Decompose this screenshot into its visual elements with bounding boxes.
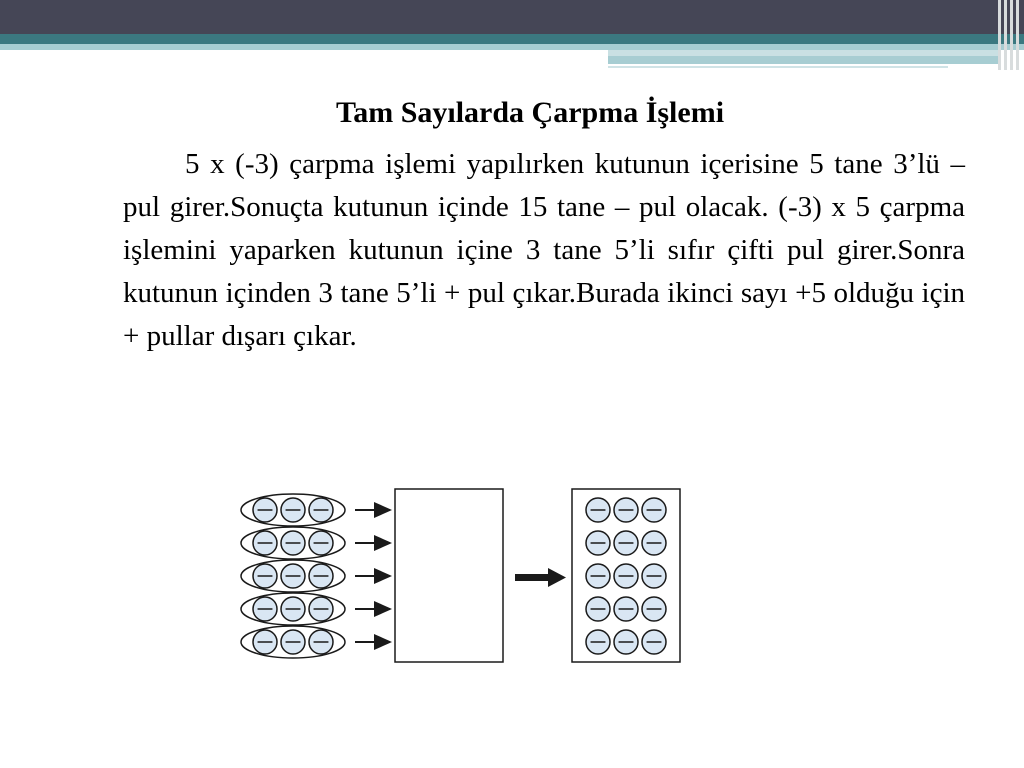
- negative-chip: [281, 597, 305, 621]
- negative-chip: [309, 531, 333, 555]
- negative-chip: [586, 564, 610, 588]
- negative-chip: [309, 564, 333, 588]
- negative-chip: [281, 564, 305, 588]
- negative-chip: [281, 630, 305, 654]
- negative-chip: [253, 630, 277, 654]
- negative-chip: [642, 597, 666, 621]
- negative-chip: [586, 498, 610, 522]
- chip-groups: [241, 494, 390, 658]
- negative-chip: [586, 630, 610, 654]
- slide-body-text: 5 x (-3) çarpma işlemi yapılırken kutunun içerisine 5 tane 3’lü – pul girer.Sonuçta kutunun içinde 15 tane – pul olacak. (-3) x 5 çarpma işlemini yaparken kutunun içine 3 tane 5’li sıfır çifti pul girer.Sonra kutunun içinden 3 tane 5’li + pul çıkar.Burada ikinci sayı +5 olduğu için + pullar dışarı çıkar.: [123, 148, 965, 352]
- negative-chip: [586, 597, 610, 621]
- negative-chip: [586, 531, 610, 555]
- negative-chip: [614, 564, 638, 588]
- slide-title: Tam Sayılarda Çarpma İşlemi: [335, 96, 725, 129]
- negative-chip: [642, 564, 666, 588]
- chip-group: [241, 527, 390, 559]
- negative-chip: [309, 597, 333, 621]
- big-arrow: [515, 568, 566, 587]
- negative-chip: [614, 531, 638, 555]
- chip-group: [241, 560, 390, 592]
- chip-group: [241, 593, 390, 625]
- negative-chip: [309, 630, 333, 654]
- negative-chip: [642, 531, 666, 555]
- negative-chip: [309, 498, 333, 522]
- negative-chip: [642, 498, 666, 522]
- negative-chip: [253, 498, 277, 522]
- negative-chip: [253, 597, 277, 621]
- negative-chip: [281, 498, 305, 522]
- negative-chip: [614, 498, 638, 522]
- negative-chip: [614, 597, 638, 621]
- negative-chip: [642, 630, 666, 654]
- chip-group: [241, 494, 390, 526]
- result-chips: [586, 498, 666, 654]
- negative-chip: [614, 630, 638, 654]
- negative-chip: [281, 531, 305, 555]
- chip-group: [241, 626, 390, 658]
- empty-box: [395, 489, 503, 662]
- negative-chip: [253, 531, 277, 555]
- negative-chip: [253, 564, 277, 588]
